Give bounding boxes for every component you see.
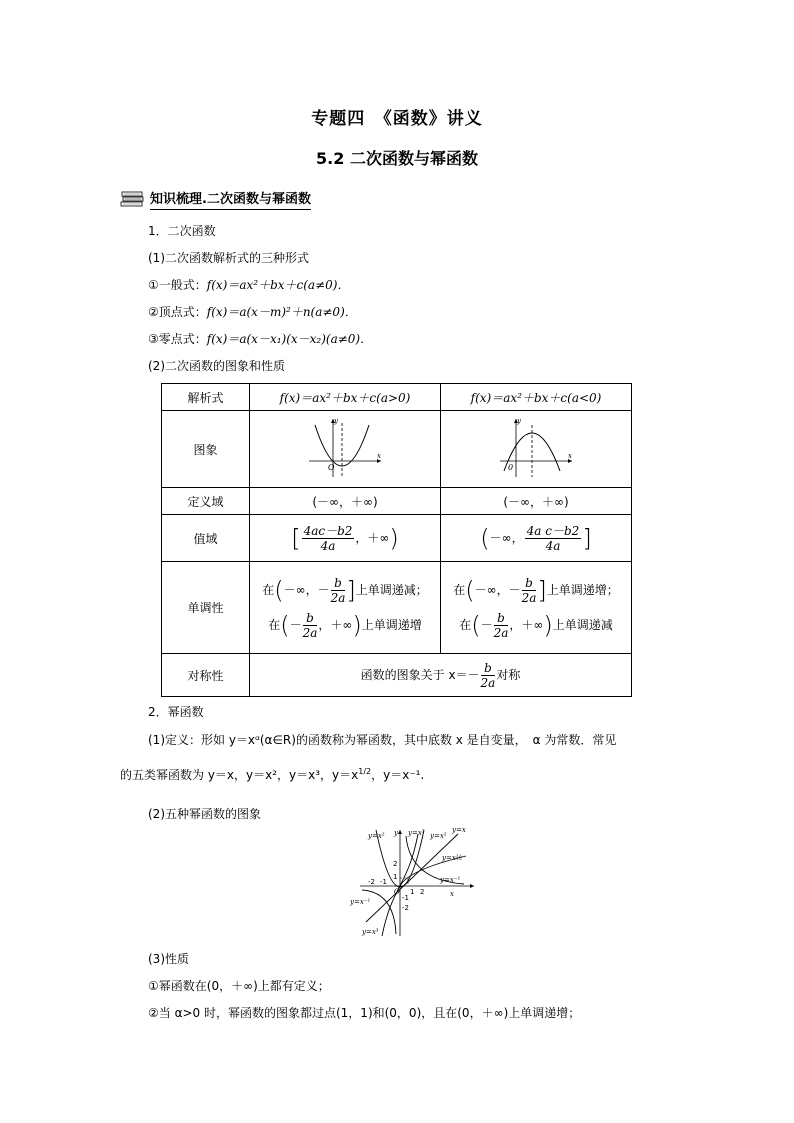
- form-zero: [148, 330, 372, 347]
- label-y-x3-bottom: y=x³: [362, 928, 379, 936]
- origin-label: O: [394, 888, 400, 896]
- tick-y-m2: -2: [402, 904, 409, 912]
- form-general: [148, 276, 349, 293]
- sub-power-graphs: (2)五种幂函数的图象: [148, 807, 261, 821]
- range-a-negative: (－∞， $\frac{\text{4a c－b2}}{4a}$ ]: [441, 515, 632, 562]
- property-1: ①幂函数在(0，＋∞)上都有定义；: [148, 979, 330, 993]
- label-y-inv-left: y=x⁻¹: [350, 898, 371, 906]
- form-vertex-formula: f(x)＝a(x－m)²＋n(a≠0)．: [206, 305, 357, 319]
- x-axis-label: x: [450, 890, 454, 898]
- graph-a-positive: [250, 411, 441, 488]
- th-a-positive: f(x)＝ax²＋bx＋c(a>0): [250, 384, 441, 411]
- sub-forms: (1)二次函数解析式的三种形式: [148, 251, 309, 265]
- downward-parabola-graph: [496, 415, 576, 481]
- label-y-x: y=x: [452, 826, 466, 834]
- graph1-x-label: x: [377, 451, 381, 460]
- power-functions-graph: [348, 826, 480, 938]
- book-stack-icon: [120, 189, 146, 209]
- row-monotonic-label: 单调性: [162, 562, 250, 654]
- label-y-x2-right: y=x²: [430, 832, 447, 840]
- section-header: [120, 187, 311, 211]
- heading-quadratic: 1．二次函数: [148, 224, 216, 238]
- monotonic-a-negative: 在(－∞，－ $\frac{b}{2a}$ ]上单调递增； 在(－ $\frac{b}{2a}$ ，＋∞)上单调递减: [441, 562, 632, 654]
- section-label: 知识梳理.二次函数与幂函数: [150, 188, 311, 210]
- row-graph-label: 图象: [162, 411, 250, 488]
- graph2-y-label: y: [517, 416, 521, 425]
- tick-y-2: 2: [393, 860, 398, 868]
- label-y-x2-left: y=x²: [368, 832, 385, 840]
- sub-graph-props: (2)二次函数的图象和性质: [148, 359, 285, 373]
- graph1-y-label: y: [334, 416, 338, 425]
- power-definition-line1: (1)定义：形如 y＝xᵅ(α∈R)的函数称为幂函数，其中底数 x 是自变量， α 为常数．常见: [148, 733, 617, 747]
- row-symmetry-label: 对称性: [162, 654, 250, 697]
- power-definition-line2: 的五类幂函数为 y＝x，y＝x²，y＝x³，$y=x^{1/2}$，y＝x⁻¹.: [120, 767, 425, 782]
- page-subtitle: 5.2 二次函数与幂函数: [316, 149, 478, 168]
- label-y-x3-top: y=x³: [408, 829, 425, 837]
- domain-a-negative: (－∞，＋∞): [441, 488, 632, 515]
- form-zero-formula: f(x)＝a(x－x₁)(x－x₂)(a≠0)．: [206, 332, 373, 346]
- label-y-half: y=x½: [442, 854, 463, 862]
- domain-a-positive: (－∞，＋∞): [250, 488, 441, 515]
- upward-parabola-graph: [305, 415, 385, 481]
- tick-x-2: 2: [420, 888, 425, 896]
- graph1-origin-label: O: [328, 462, 335, 472]
- label-y-axis: y: [394, 829, 398, 837]
- property-2: ②当 α>0 时，幂函数的图象都过点(1，1)和(0，0)，且在(0，＋∞)上单调递增；: [148, 1006, 581, 1020]
- row-domain-label: 定义域: [162, 488, 250, 515]
- form-vertex: [148, 303, 357, 320]
- tick-y-m1: -1: [402, 894, 409, 902]
- th-a-negative: f(x)＝ax²＋bx＋c(a<0): [441, 384, 632, 411]
- symmetry-value: 函数的图象关于 x＝－ $\frac{b}{2a}$ 对称: [250, 654, 632, 697]
- label-y-inv-right: y=x⁻¹: [440, 876, 461, 884]
- form-general-formula: f(x)＝ax²＋bx＋c(a≠0)．: [206, 278, 350, 292]
- form-zero-label: ③零点式：: [148, 332, 207, 346]
- quadratic-table: [161, 383, 632, 697]
- tick-x-m1: -1: [380, 878, 387, 886]
- page-title: 专题四 《函数》讲义: [311, 109, 483, 129]
- form-general-label: ①一般式：: [148, 278, 207, 292]
- tick-x-m2: -2: [368, 878, 375, 886]
- graph-a-negative: [441, 411, 632, 488]
- sub-properties: (3)性质: [148, 952, 189, 966]
- th-expression: 解析式: [162, 384, 250, 411]
- tick-y-1: 1: [393, 873, 398, 881]
- graph2-origin-label: 0: [508, 462, 514, 472]
- heading-power: 2．幂函数: [148, 705, 204, 719]
- row-range-label: 值域: [162, 515, 250, 562]
- half-exponent: 1/2: [358, 767, 372, 776]
- form-vertex-label: ②顶点式：: [148, 305, 207, 319]
- graph2-x-label: x: [568, 451, 572, 460]
- range-a-positive: [ $\frac{4ac-b2}{4a}$ ，＋∞): [250, 515, 441, 562]
- monotonic-a-positive: 在(－∞，－ $\frac{b}{2a}$ ]上单调递减； 在(－ $\frac{b}{2a}$ ，＋∞)上单调递增: [250, 562, 441, 654]
- tick-x-1: 1: [410, 888, 415, 896]
